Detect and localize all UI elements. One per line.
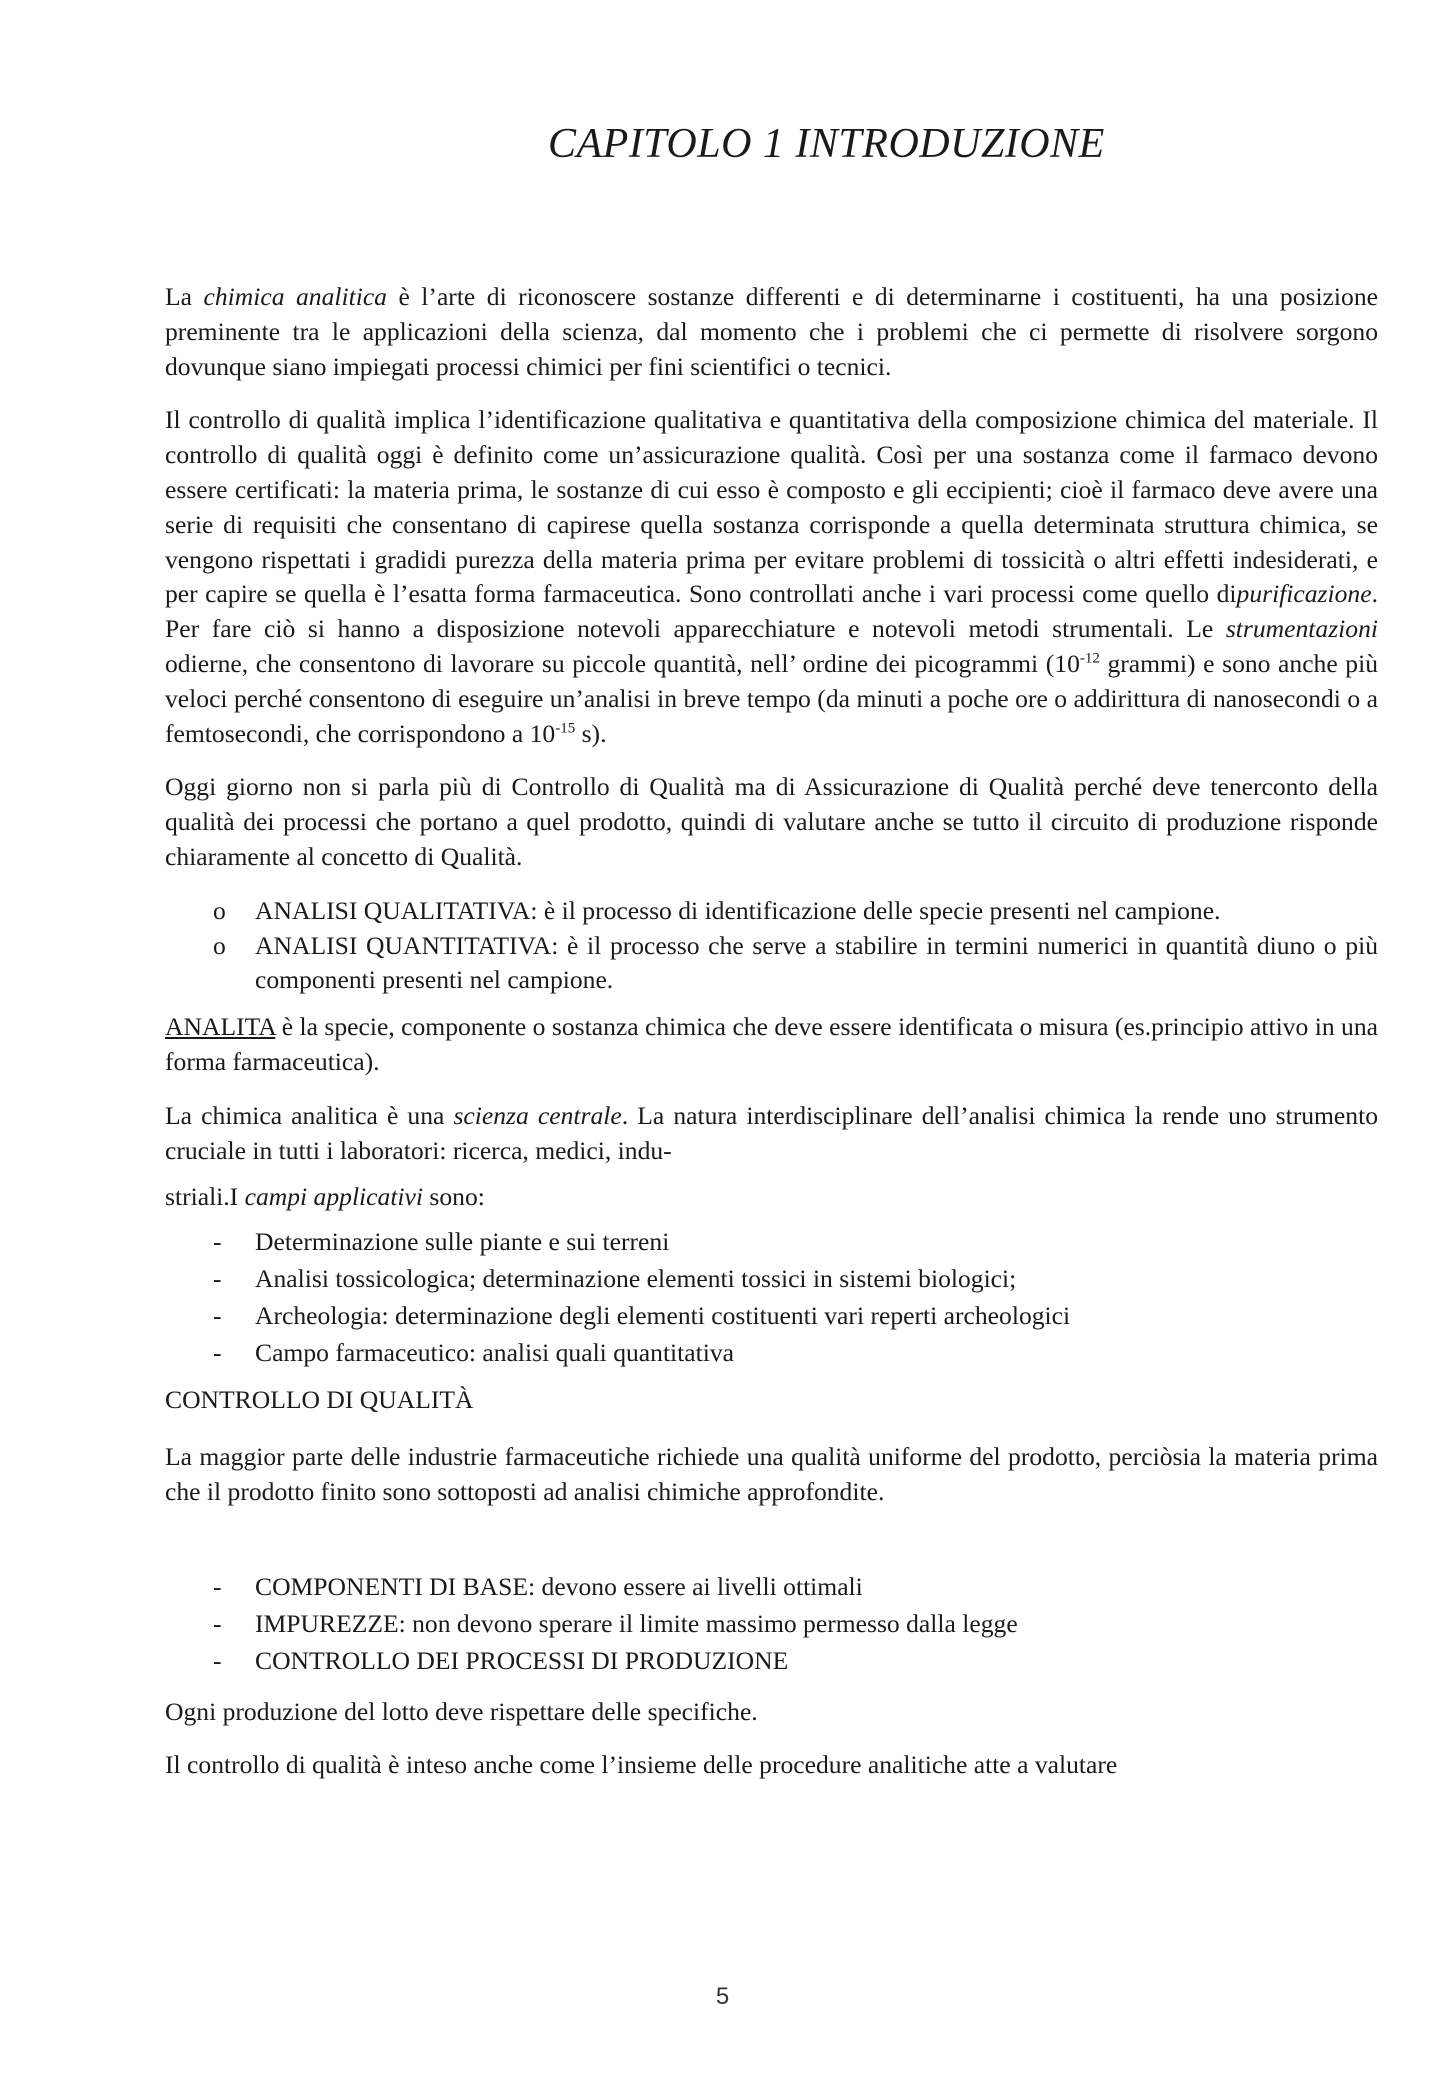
- dash-marker: -: [213, 1301, 222, 1331]
- text-run: è la specie, componente o sostanza chimica che deve essere identificata o misura (es.principio attivo in una forma farmaceutica).: [165, 1012, 1378, 1076]
- paragraph-analita: [165, 1010, 1378, 1080]
- campi-list: [165, 1223, 1378, 1371]
- text-run: è l’arte di riconoscere sostanze differenti e di determinarne i costituenti, ha una posizione preminente tra le applicazioni della scienza, dal momento che i problemi che ci permette di risolvere sorgono dovunque siano impiegati processi chimici per fini scientifici o tecnici.: [165, 282, 1378, 381]
- list-item: [165, 1297, 1378, 1334]
- paragraph-campi: [165, 1180, 1378, 1215]
- list-item: [165, 894, 1378, 929]
- page-number: 5: [715, 1983, 730, 2010]
- text-run: . La natura interdisciplinare dell’analisi chimica la rende uno strumento cruciale in tutti i laboratori: ricerca, medici, indu-: [165, 1100, 1378, 1165]
- paragraph-lotto: Ogni produzione del lotto deve rispettare delle specifiche.: [165, 1696, 758, 1726]
- list-item-text: COMPONENTI DI BASE: devono essere ai livelli ottimali: [255, 1571, 863, 1601]
- paragraph-intro: [165, 280, 1378, 384]
- paragraph-controllo: [165, 403, 1378, 751]
- dash-marker: -: [213, 1338, 222, 1368]
- dash-marker: -: [213, 1264, 222, 1294]
- list-item: [165, 1334, 1378, 1371]
- bullet-marker: o: [213, 930, 226, 960]
- dash-marker: -: [213, 1227, 222, 1257]
- list-item: [165, 1605, 1378, 1642]
- dash-marker: -: [213, 1608, 222, 1638]
- underlined-term: ANALITA: [165, 1012, 276, 1042]
- text-run: . Per fare ciò si hanno a disposizione notevoli apparecchiature e notevoli metodi strumentali. Le: [165, 579, 1378, 644]
- text-run: Il controllo di qualità implica l’identificazione qualitativa e quantitativa della composizione chimica del materiale. Il controllo di qualità oggi è definito come un’assicurazione qualità. Così per una sostanza come il farmaco devono essere certificati: la materia prima, le sostanze di cui esso è composto e gli eccipienti; cioè il farmaco deve avere una serie di requisiti che consentano di capirese quella sostanza corrisponde a quella determinata struttura chimica, se vengono rispettati i gradidi purezza della materia prima per evitare problemi di tossicità o altri effetti indesiderati, e per capire se quella è l’esatta forma farmaceutica. Sono controllati anche i vari processi come quello di: [165, 405, 1378, 609]
- list-item-text: CONTROLLO DEI PROCESSI DI PRODUZIONE: [255, 1645, 789, 1675]
- list-item: [165, 1260, 1378, 1297]
- page-body: [165, 280, 1378, 1802]
- list-item-text: IMPUREZZE: non devono sperare il limite massimo permesso dalla legge: [255, 1608, 1018, 1638]
- list-item-text: Archeologia: determinazione degli elementi costituenti vari reperti archeologici: [255, 1301, 1071, 1331]
- list-item-text: ANALISI QUALITATIVA: è il processo di identificazione delle specie presenti nel campione.: [255, 895, 1221, 925]
- emphasis-term: campi applicativi: [244, 1182, 424, 1212]
- requisiti-list: [165, 1568, 1378, 1679]
- text-run: odierne, che consentono di lavorare su piccole quantità, nell’ ordine dei picogrammi (10: [165, 648, 1080, 678]
- dash-marker: -: [213, 1571, 222, 1601]
- text-run: striali.I: [165, 1182, 245, 1212]
- emphasis-term: purificazione: [1236, 579, 1372, 609]
- paragraph-scienza-centrale: [165, 1099, 1378, 1169]
- list-item-text: Campo farmaceutico: analisi quali quantitativa: [255, 1338, 735, 1368]
- section-heading: CONTROLLO DI QUALITÀ: [165, 1385, 474, 1415]
- emphasis-term: strumentazioni: [1225, 614, 1378, 644]
- text-run: La chimica analitica è una: [165, 1100, 454, 1130]
- chapter-title: CAPITOLO 1 INTRODUZIONE: [548, 121, 1105, 167]
- bullet-marker: o: [213, 895, 226, 925]
- list-item-text: Determinazione sulle piante e sui terreni: [255, 1227, 670, 1257]
- paragraph-industrie: La maggior parte delle industrie farmaceutiche richiede una qualità uniforme del prodotto, perciòsia la materia prima che il prodotto finito sono sottoposti ad analisi chimiche approfondite.: [165, 1441, 1378, 1506]
- list-item: [165, 1642, 1378, 1679]
- emphasis-term: scienza centrale: [453, 1100, 622, 1130]
- dash-marker: -: [213, 1645, 222, 1675]
- list-item-text: Analisi tossicologica; determinazione elementi tossici in sistemi biologici;: [255, 1264, 1017, 1294]
- list-item: [165, 1223, 1378, 1260]
- analisi-list: [165, 894, 1378, 998]
- paragraph-assicurazione: Oggi giorno non si parla più di Controllo di Qualità ma di Assicurazione di Qualità perché deve tenerconto della qualità dei processi che portano a quel prodotto, quindi di valutare anche se tutto il circuito di produzione risponde chiaramente al concetto di Qualità.: [165, 772, 1378, 871]
- text-run: sono:: [423, 1182, 485, 1212]
- superscript: -12: [1079, 650, 1100, 667]
- list-item-text: ANALISI QUANTITATIVA: è il processo che serve a stabilire in termini numerici in quantità diuno o più componenti presenti nel campione.: [255, 930, 1378, 995]
- list-item: [165, 929, 1378, 999]
- text-run: La: [165, 282, 204, 311]
- emphasis-term: chimica analitica: [203, 282, 387, 311]
- text-run: grammi) e sono anche più veloci perché consentono di eseguire un’analisi in breve tempo (da minuti a poche ore o addirittura di nanosecondi o a femtosecondi, che corrispondono a 10: [165, 648, 1378, 748]
- superscript: -15: [555, 720, 576, 737]
- text-run: s).: [575, 718, 607, 748]
- list-item: [165, 1568, 1378, 1605]
- paragraph-procedure: Il controllo di qualità è inteso anche come l’insieme delle procedure analitiche atte a valutare: [165, 1750, 1118, 1780]
